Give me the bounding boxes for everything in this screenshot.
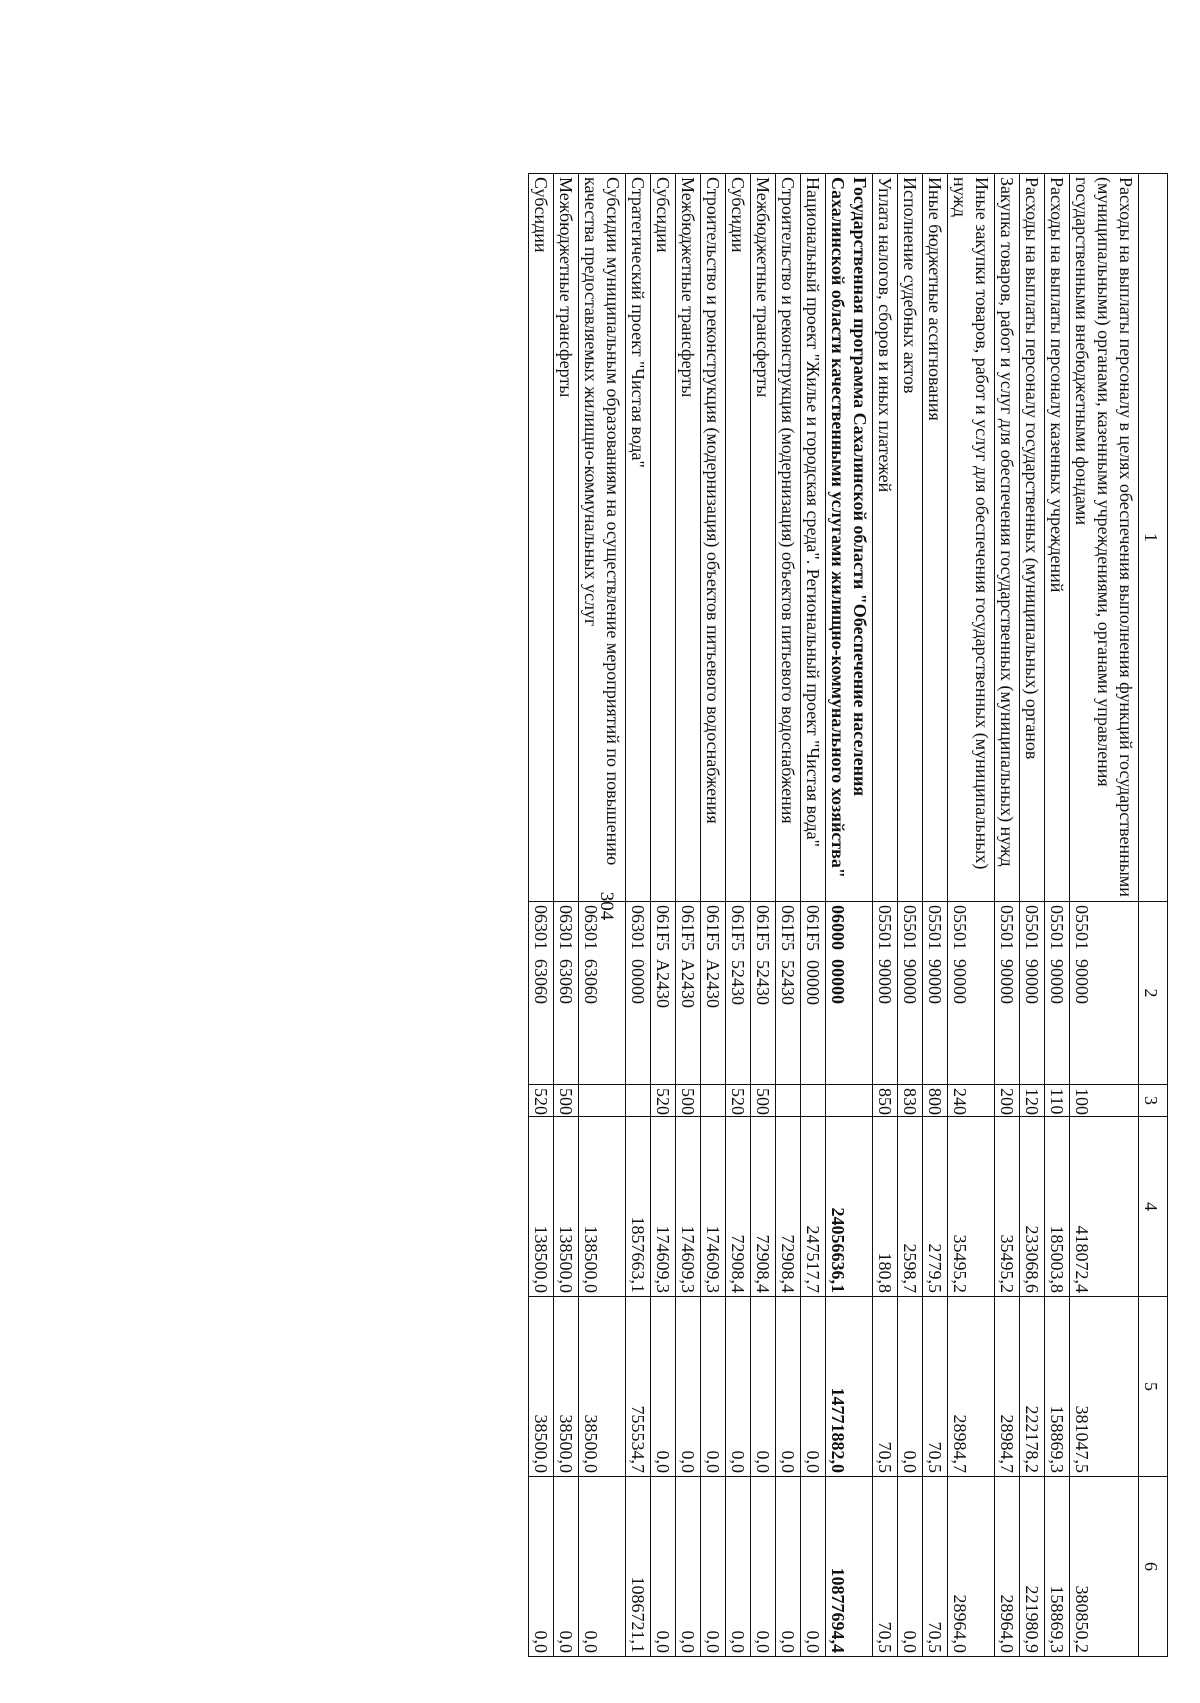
row-expense-type: 240	[948, 1085, 995, 1117]
row-value-col6: 0,0	[801, 1477, 826, 1657]
row-code: 05501 90000	[873, 902, 898, 1085]
row-value-col6: 70,5	[873, 1477, 898, 1657]
row-value-col6: 0,0	[776, 1477, 801, 1657]
row-code: 06301 63060	[529, 902, 554, 1085]
row-value-col5: 38500,0	[579, 1297, 626, 1477]
row-value-col5: 0,0	[676, 1297, 701, 1477]
row-value-col4: 138500,0	[529, 1117, 554, 1297]
table-row	[1020, 174, 1045, 1657]
row-value-col6: 0,0	[751, 1477, 776, 1657]
row-value-col4: 2598,7	[898, 1117, 923, 1297]
row-expense-type: 500	[676, 1085, 701, 1117]
row-code: 061F5 00000	[801, 902, 826, 1085]
row-value-col5: 0,0	[701, 1297, 726, 1477]
row-code: 06301 63060	[579, 902, 626, 1085]
row-name: Иные бюджетные ассигнования	[923, 174, 948, 902]
row-code: 05501 90000	[1020, 902, 1045, 1085]
row-code: 05501 90000	[923, 902, 948, 1085]
row-name: Исполнение судебных актов	[898, 174, 923, 902]
row-value-col5: 70,5	[923, 1297, 948, 1477]
row-name: Закупка товаров, работ и услуг для обеспечения государственных (муниципальных) нужд	[995, 174, 1020, 902]
table-row	[826, 174, 873, 1657]
column-header: 5	[1139, 1297, 1168, 1477]
table-row	[626, 174, 651, 1657]
row-expense-type	[801, 1085, 826, 1117]
row-name: Субсидии	[726, 174, 751, 902]
row-code: 061F5 A2430	[651, 902, 676, 1085]
table-row	[776, 174, 801, 1657]
table-row	[1070, 174, 1139, 1657]
row-value-col6: 0,0	[726, 1477, 751, 1657]
row-value-col5: 70,5	[873, 1297, 898, 1477]
row-value-col6: 158869,3	[1045, 1477, 1070, 1657]
table-row	[701, 174, 726, 1657]
row-value-col4: 35495,2	[995, 1117, 1020, 1297]
row-expense-type: 200	[995, 1085, 1020, 1117]
row-name: Уплата налогов, сборов и иных платежей	[873, 174, 898, 902]
row-code: 06301 00000	[626, 902, 651, 1085]
table-row	[801, 174, 826, 1657]
row-value-col5: 0,0	[751, 1297, 776, 1477]
row-value-col6: 0,0	[701, 1477, 726, 1657]
row-expense-type	[579, 1085, 626, 1117]
row-value-col4: 72908,4	[726, 1117, 751, 1297]
row-value-col5: 755534,7	[626, 1297, 651, 1477]
row-value-col4: 247517,7	[801, 1117, 826, 1297]
row-value-col4: 174609,3	[651, 1117, 676, 1297]
row-name: Межбюджетные трансферты	[554, 174, 579, 902]
row-value-col5: 38500,0	[529, 1297, 554, 1477]
row-value-col4: 72908,4	[776, 1117, 801, 1297]
row-value-col6: 0,0	[676, 1477, 701, 1657]
table-row	[726, 174, 751, 1657]
row-value-col6: 0,0	[554, 1477, 579, 1657]
row-value-col5: 0,0	[776, 1297, 801, 1477]
row-value-col5: 381047,5	[1070, 1297, 1139, 1477]
row-value-col5: 222178,2	[1020, 1297, 1045, 1477]
row-expense-type: 520	[529, 1085, 554, 1117]
row-code: 061F5 52430	[726, 902, 751, 1085]
row-code: 05501 90000	[1070, 902, 1139, 1085]
row-code: 06301 63060	[554, 902, 579, 1085]
table-body	[529, 174, 1139, 1657]
table-row	[995, 174, 1020, 1657]
table-row	[529, 174, 554, 1657]
table-row	[579, 174, 626, 1657]
row-name: Строительство и реконструкция (модернизация) объектов питьевого водоснабжения	[701, 174, 726, 902]
row-value-col4: 138500,0	[579, 1117, 626, 1297]
row-value-col4: 24056636,1	[826, 1117, 873, 1297]
row-value-col5: 0,0	[651, 1297, 676, 1477]
row-name: Государственная программа Сахалинской области "Обеспечение населения Сахалинской области качественными услугами жилищно-коммунального хозяйства"	[826, 174, 873, 902]
row-expense-type: 120	[1020, 1085, 1045, 1117]
row-expense-type	[826, 1085, 873, 1117]
row-value-col4: 72908,4	[751, 1117, 776, 1297]
row-code: 05501 90000	[1045, 902, 1070, 1085]
budget-table	[528, 173, 1168, 1657]
row-value-col5: 14771882,0	[826, 1297, 873, 1477]
table-row	[948, 174, 995, 1657]
row-value-col6: 28964,0	[948, 1477, 995, 1657]
row-code: 05501 90000	[898, 902, 923, 1085]
row-expense-type: 500	[751, 1085, 776, 1117]
row-value-col4: 1857663,1	[626, 1117, 651, 1297]
row-name: Расходы на выплаты персоналу государственных (муниципальных) органов	[1020, 174, 1045, 902]
row-value-col5: 0,0	[898, 1297, 923, 1477]
row-value-col6: 1086721,1	[626, 1477, 651, 1657]
row-value-col6: 0,0	[529, 1477, 554, 1657]
table-row	[651, 174, 676, 1657]
row-code: 061F5 A2430	[701, 902, 726, 1085]
row-value-col6: 0,0	[651, 1477, 676, 1657]
row-value-col4: 185003,8	[1045, 1117, 1070, 1297]
row-value-col6: 70,5	[923, 1477, 948, 1657]
row-value-col6: 10877694,4	[826, 1477, 873, 1657]
row-value-col5: 0,0	[726, 1297, 751, 1477]
row-name: Расходы на выплаты персоналу в целях обеспечения выполнения функций государственными (муниципальными) органами, казенными учреждениями, органами управления государственными внебюджетными фондами	[1070, 174, 1139, 902]
row-value-col6: 28964,0	[995, 1477, 1020, 1657]
row-value-col5: 38500,0	[554, 1297, 579, 1477]
row-expense-type: 520	[651, 1085, 676, 1117]
row-code: 061F5 52430	[751, 902, 776, 1085]
row-value-col4: 138500,0	[554, 1117, 579, 1297]
row-name: Субсидии	[651, 174, 676, 902]
row-expense-type: 100	[1070, 1085, 1139, 1117]
row-name: Межбюджетные трансферты	[676, 174, 701, 902]
column-header: 1	[1139, 174, 1168, 902]
row-value-col5: 0,0	[801, 1297, 826, 1477]
row-value-col5: 158869,3	[1045, 1297, 1070, 1477]
table-row	[873, 174, 898, 1657]
table-row	[554, 174, 579, 1657]
row-name: Субсидии	[529, 174, 554, 902]
column-header: 6	[1139, 1477, 1168, 1657]
row-value-col6: 380850,2	[1070, 1477, 1139, 1657]
row-expense-type	[776, 1085, 801, 1117]
row-value-col4: 174609,3	[676, 1117, 701, 1297]
row-value-col4: 418072,4	[1070, 1117, 1139, 1297]
header-row	[1139, 174, 1168, 1657]
row-code: 061F5 A2430	[676, 902, 701, 1085]
row-expense-type: 850	[873, 1085, 898, 1117]
table-row	[676, 174, 701, 1657]
row-expense-type	[701, 1085, 726, 1117]
row-code: 05501 90000	[995, 902, 1020, 1085]
row-value-col5: 28984,7	[995, 1297, 1020, 1477]
row-name: Межбюджетные трансферты	[751, 174, 776, 902]
row-value-col5: 28984,7	[948, 1297, 995, 1477]
row-name: Стратегический проект "Чистая вода"	[626, 174, 651, 902]
row-name: Субсидии муниципальным образованиям на осуществление мероприятий по повышению качества предоставляемых жилищно-коммунальных услуг	[579, 174, 626, 902]
column-header: 2	[1139, 902, 1168, 1085]
row-code: 061F5 52430	[776, 902, 801, 1085]
rotated-page	[58, 173, 1168, 1656]
table-row	[751, 174, 776, 1657]
row-value-col6: 0,0	[579, 1477, 626, 1657]
page-number: 304	[596, 891, 617, 921]
row-name: Строительство и реконструкция (модернизация) объектов питьевого водоснабжения	[776, 174, 801, 902]
row-value-col6: 221980,9	[1020, 1477, 1045, 1657]
table-row	[923, 174, 948, 1657]
row-code: 06000 00000	[826, 902, 873, 1085]
row-value-col6: 0,0	[898, 1477, 923, 1657]
row-name: Иные закупки товаров, работ и услуг для обеспечения государственных (муниципальных) нужд	[948, 174, 995, 902]
row-name: Расходы на выплаты персоналу казенных учреждений	[1045, 174, 1070, 902]
row-expense-type: 830	[898, 1085, 923, 1117]
row-name: Национальный проект "Жилье и городская среда". Региональный проект "Чистая вода"	[801, 174, 826, 902]
row-value-col4: 180,8	[873, 1117, 898, 1297]
column-header: 4	[1139, 1117, 1168, 1297]
table-row	[1045, 174, 1070, 1657]
row-value-col4: 2779,5	[923, 1117, 948, 1297]
table-row	[898, 174, 923, 1657]
row-value-col4: 35495,2	[948, 1117, 995, 1297]
row-expense-type: 110	[1045, 1085, 1070, 1117]
row-value-col4: 233068,6	[1020, 1117, 1045, 1297]
row-expense-type: 800	[923, 1085, 948, 1117]
row-expense-type: 500	[554, 1085, 579, 1117]
row-expense-type: 520	[726, 1085, 751, 1117]
row-expense-type	[626, 1085, 651, 1117]
row-code: 05501 90000	[948, 902, 995, 1085]
row-value-col4: 174609,3	[701, 1117, 726, 1297]
column-header: 3	[1139, 1085, 1168, 1117]
